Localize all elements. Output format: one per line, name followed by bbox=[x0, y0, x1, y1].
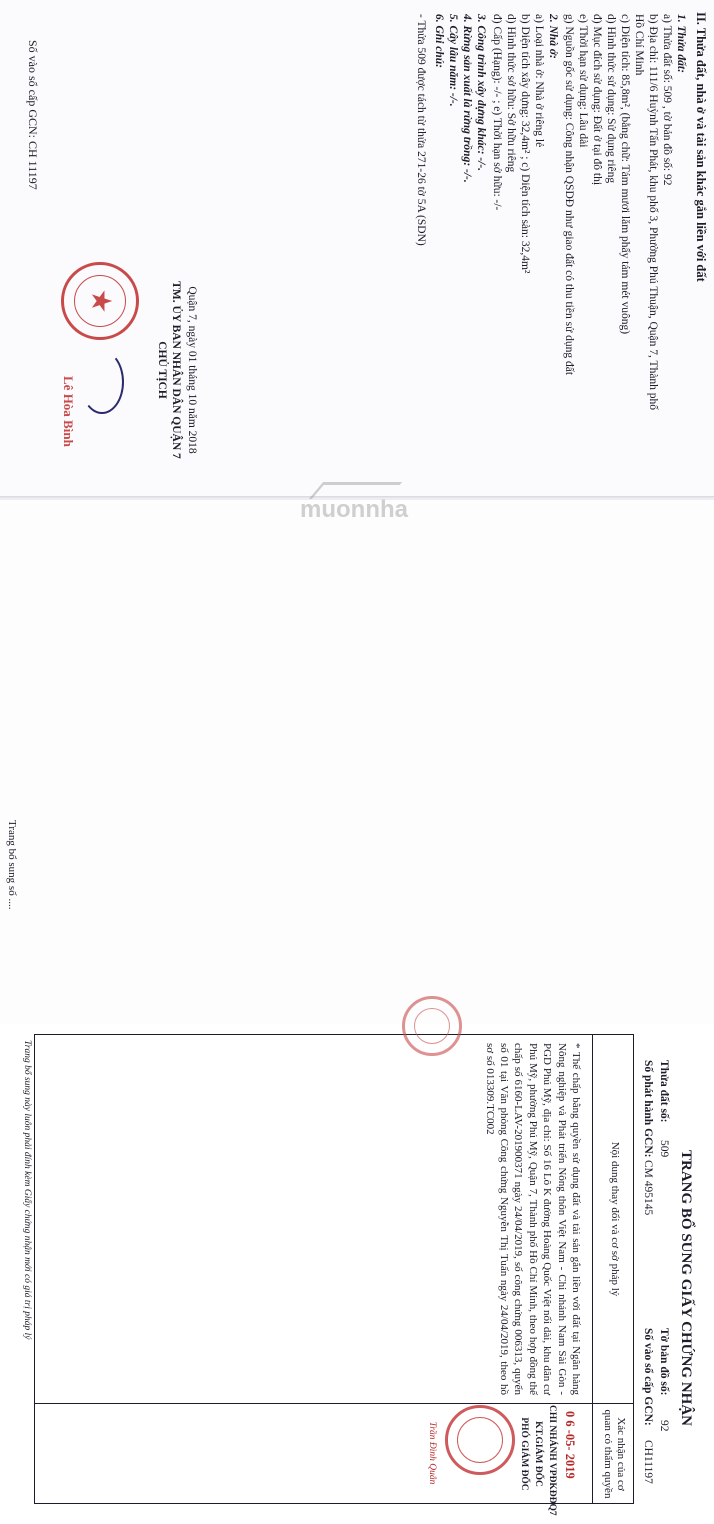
column-divider bbox=[35, 1403, 633, 1404]
other-line: 5. Cây lâu năm: -/-. bbox=[447, 14, 459, 107]
official-seal bbox=[61, 262, 139, 340]
land-line: c) Diện tích: 85,8m², (bằng chữ: Tám mươi lăm phẩy tám mét vuông) bbox=[619, 14, 631, 335]
watermark-text: muonnha bbox=[300, 496, 408, 523]
registry-ref: Số vào sổ cấp GCN: CH 11197 bbox=[26, 40, 40, 190]
land-line: a) Thửa đất số: 509 , tờ bản đồ số: 92 bbox=[661, 14, 673, 186]
land-heading: 1. Thửa đất: bbox=[675, 14, 687, 73]
land-line: g) Nguồn gốc sử dụng: Công nhận QSDĐ như giao đất có thu tiền sử dụng đất bbox=[563, 14, 575, 376]
issue-no: CM 495145 bbox=[642, 1160, 654, 1216]
supplement-page bbox=[0, 500, 714, 1516]
star-icon: ★ bbox=[85, 288, 116, 314]
change-content: * Thế chấp bằng quyền sử dụng đất và tài sản gắn liền với đất tại Ngân hàng Nông nghiệp và Phát triển Nông thôn Việt Nam - Chi nhánh Nam Sài Gòn - PGD Phú Mỹ, địa chỉ: Số 16 Lô K đường Hoàng Quốc Việt nối dài, khu dân cư Phú Mỹ, phường Phú Mỹ, Quận 7, Thành phố Hồ Chí Minh, theo hợp đồng thế chấp số 6160-LAV-201900371 ngày 24/04/2019, số công chứng 006313, quyển số 01 tại Văn phòng Công chứng Nguyễn Thị Tuấn ngày 24/04/2019, theo hồ sơ số 013309.TC002 bbox=[483, 1043, 582, 1395]
land-line: b) Địa chỉ: 111/6 Huỳnh Tấn Phát, khu phố 3, Phường Phú Thuận, Quận 7, Thành phố bbox=[647, 14, 659, 411]
validity-footnote: Trang bổ sung này luôn phải đính kèm Giấy chứng nhận mới có giá trị pháp lý bbox=[22, 1040, 32, 1340]
issue-label: Số phát hành GCN: bbox=[642, 1060, 654, 1158]
org-line: TM. ỦY BAN NHÂN DÂN QUẬN 7 bbox=[170, 281, 182, 459]
signer-name: Lê Hòa Bình bbox=[61, 376, 76, 447]
house-line: đ) Cấp (Hạng): -/- ; e) Thời hạn sở hữu: -/- bbox=[491, 14, 503, 211]
section-title: II. Thửa đất, nhà ở và tài sản khác gắn liền với đất bbox=[694, 12, 708, 282]
office-seal-partial bbox=[402, 996, 462, 1056]
page-number-frame bbox=[2, 820, 18, 980]
land-line: d) Hình thức sử dụng: Sử dụng riêng bbox=[605, 14, 617, 184]
page-number: Trang bổ sung số .... bbox=[6, 820, 18, 910]
registry-no: CH11197 bbox=[642, 1440, 654, 1484]
map-no: 92 bbox=[658, 1420, 670, 1432]
confirm-position: PHÓ GIÁM ĐỐC bbox=[519, 1417, 529, 1491]
house-line: d) Hình thức sở hữu: Sở hữu riêng bbox=[505, 14, 517, 173]
confirm-date: 0 6 -05- 2019 bbox=[563, 1411, 577, 1479]
land-no-label: Thửa đất số: bbox=[658, 1060, 670, 1123]
confirm-kt: KT.GIÁM ĐỐC bbox=[533, 1421, 543, 1487]
other-line: 6. Ghi chú: bbox=[433, 14, 445, 68]
top-page-content bbox=[0, 0, 714, 498]
registry-label: Số vào sổ cấp GCN: bbox=[642, 1328, 654, 1426]
supplement-title: TRANG BỔ SUNG GIẤY CHỨNG NHẬN bbox=[678, 1150, 694, 1426]
confirm-org: CHI NHÁNH VPĐKĐĐQ7 bbox=[547, 1405, 557, 1516]
header-divider bbox=[592, 1035, 593, 1503]
supplement-content bbox=[0, 1000, 714, 1524]
land-line: Hồ Chí Minh bbox=[633, 14, 645, 76]
map-no-label: Tờ bản đồ số: bbox=[658, 1328, 670, 1396]
office-seal bbox=[445, 1405, 515, 1475]
other-line: 3. Công trình xây dựng khác: -/-. bbox=[475, 14, 487, 172]
place-date: Quận 7, ngày 01 tháng 10 năm 2018 bbox=[186, 286, 198, 454]
other-line: 4. Rừng sản xuất là rừng trồng: -/-. bbox=[461, 14, 473, 183]
content-header: Nội dung thay đổi và cơ sở pháp lý bbox=[609, 1141, 621, 1297]
house-heading: 2. Nhà ở: bbox=[547, 14, 559, 59]
land-no: 509 bbox=[658, 1140, 670, 1158]
registry-ref-frame bbox=[20, 40, 40, 400]
confirm-signer: Trần Đình Quân bbox=[427, 1421, 437, 1485]
signature bbox=[80, 350, 124, 414]
certificate-page-top bbox=[0, 0, 714, 498]
house-line: a) Loại nhà ở: Nhà ở riêng lẻ bbox=[533, 14, 545, 148]
house-line: b) Diện tích xây dựng: 32,4m² ; c) Diện tích sàn: 32,4m² bbox=[519, 14, 531, 274]
watermark-logo bbox=[284, 478, 424, 526]
land-line: e) Thời hạn sử dụng: Lâu dài bbox=[577, 14, 589, 148]
note-line: - Thửa 509 được tách từ thửa 271-26 tờ 5A (SDN) bbox=[415, 14, 427, 246]
confirm-header: Xác nhận của cơ quan có thẩm quyền bbox=[602, 1409, 627, 1499]
supplement-table bbox=[34, 1034, 634, 1516]
position-line: CHỦ TỊCH bbox=[156, 341, 168, 399]
land-line: đ) Mục đích sử dụng: Đất ở tại đô thị bbox=[591, 14, 603, 186]
land-section bbox=[0, 0, 714, 498]
